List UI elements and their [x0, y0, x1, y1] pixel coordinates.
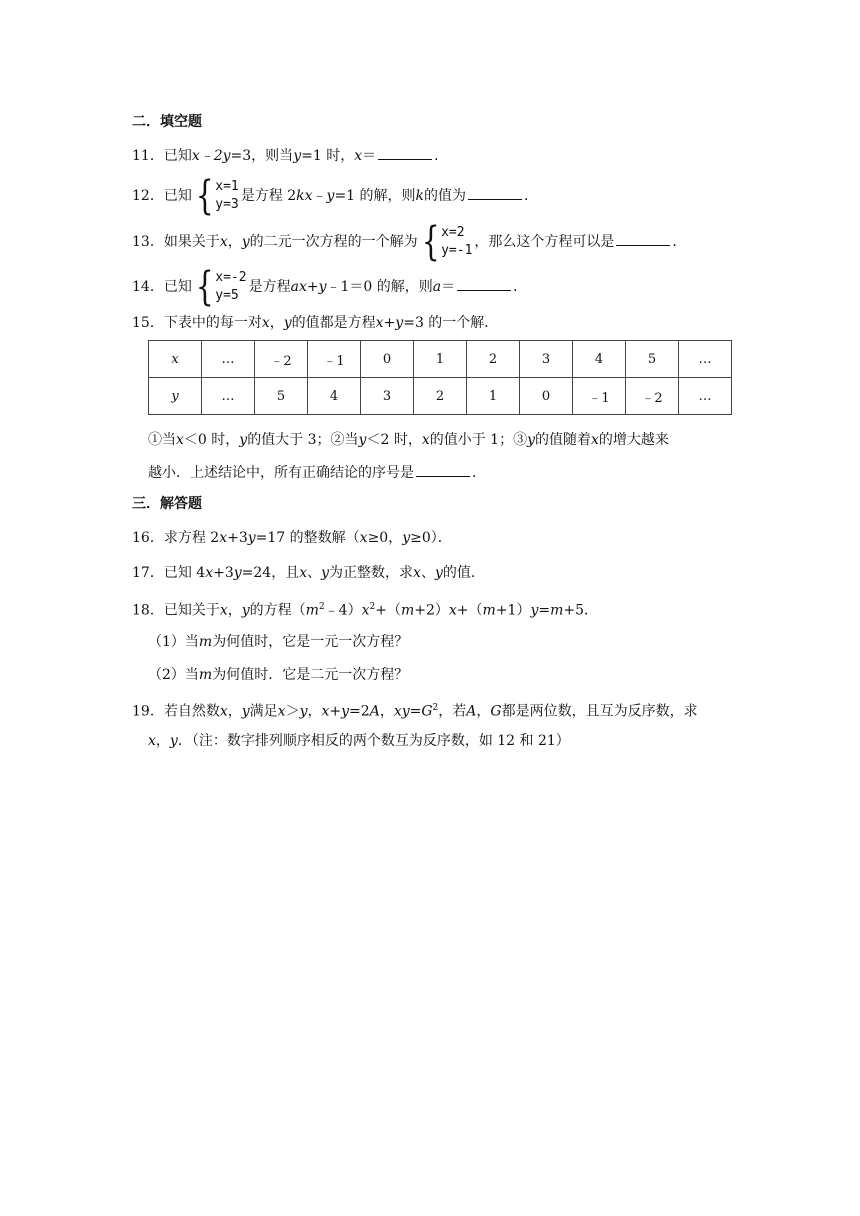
question-14: 14．已知 { x=-2 y=5 是方程ax+y﹣1＝0 的解，则a＝ ．	[132, 264, 528, 310]
table-cell: ﹣1	[573, 378, 626, 415]
question-16: 16．求方程 2x+3y=17 的整数解（x≥0，y≥0）．	[132, 530, 452, 546]
answer-blank[interactable]	[457, 276, 511, 291]
table-cell: 3	[361, 378, 414, 415]
table-cell: 2	[414, 378, 467, 415]
table-cell: 2	[467, 341, 520, 378]
answer-blank[interactable]	[468, 185, 522, 200]
left-brace-icon: {	[421, 219, 440, 265]
question-18: 18．已知关于x，y的方程$(m^2﹣4)x^2+(m+2)x+(m+1)y=m+5$．	[132, 602, 599, 619]
question-12: 12．已知 { x=1 y=3 是方程 2kx﹣y=1 的解，则k的值为 ．	[132, 173, 539, 219]
section-fill-in-title: 二．填空题	[132, 114, 202, 130]
answer-blank[interactable]	[616, 231, 670, 246]
equation-system: { x=-2 y=5	[195, 264, 247, 310]
table-cell: …	[202, 378, 255, 415]
table-cell: 5	[255, 378, 308, 415]
question-18-part-2: （2）当m为何值时．它是二元一次方程？	[148, 667, 409, 683]
answer-blank[interactable]	[378, 145, 432, 160]
table-cell: 3	[520, 341, 573, 378]
table-row-y	[149, 378, 732, 415]
table-cell: 0	[361, 341, 414, 378]
table-cell: 1	[467, 378, 520, 415]
table-cell: …	[679, 378, 732, 415]
question-15: 15．下表中的每一对x，y的值都是方程x+y=3 的一个解．	[132, 315, 499, 331]
table-cell: ﹣2	[255, 341, 308, 378]
answer-blank[interactable]	[416, 462, 470, 477]
table-cell: 4	[573, 341, 626, 378]
question-18-part-1: （1）当m为何值时，它是一元一次方程？	[148, 634, 409, 650]
question-17: 17．已知 4x+3y=24，且x、y为正整数，求x、y的值．	[132, 565, 485, 581]
table-cell: 1	[414, 341, 467, 378]
table-row-x	[149, 341, 732, 378]
table-cell: 5	[626, 341, 679, 378]
question-11: 11．已知x﹣2y=3，则当y=1 时，x＝ ．	[132, 145, 448, 166]
left-brace-icon: {	[195, 173, 214, 219]
equation-system: { x=1 y=3	[195, 173, 239, 219]
left-brace-icon: {	[195, 264, 214, 310]
table-cell: 0	[520, 378, 573, 415]
xy-values-table	[148, 340, 732, 415]
row-label-y: y	[149, 378, 202, 415]
table-cell: …	[202, 341, 255, 378]
table-cell: ﹣2	[626, 378, 679, 415]
table-cell: …	[679, 341, 732, 378]
question-15-prompt: 越小．上述结论中，所有正确结论的序号是 ．	[148, 462, 486, 483]
table-cell: 4	[308, 378, 361, 415]
question-15-statements: ①当x＜0 时，y的值大于 3；②当y＜2 时，x的值小于 1；③y的值随着x的增大越来	[148, 432, 669, 448]
section-answer-title: 三．解答题	[132, 496, 202, 512]
table-cell: ﹣1	[308, 341, 361, 378]
question-19-continued: x，y．（注：数字排列顺序相反的两个数互为反序数，如 12 和 21）	[148, 733, 570, 749]
equation-system: { x=2 y=-1	[421, 219, 473, 265]
question-13: 13．如果关于x，y的二元一次方程的一个解为 { x=2 y=-1 ，那么这个方程可以是 ．	[132, 219, 687, 265]
row-label-x: x	[149, 341, 202, 378]
question-19: 19．若自然数x，y满足x＞y，x+y=2A，$xy=G^2$，若A，G都是两位数，且互为反序数，求	[132, 703, 698, 720]
